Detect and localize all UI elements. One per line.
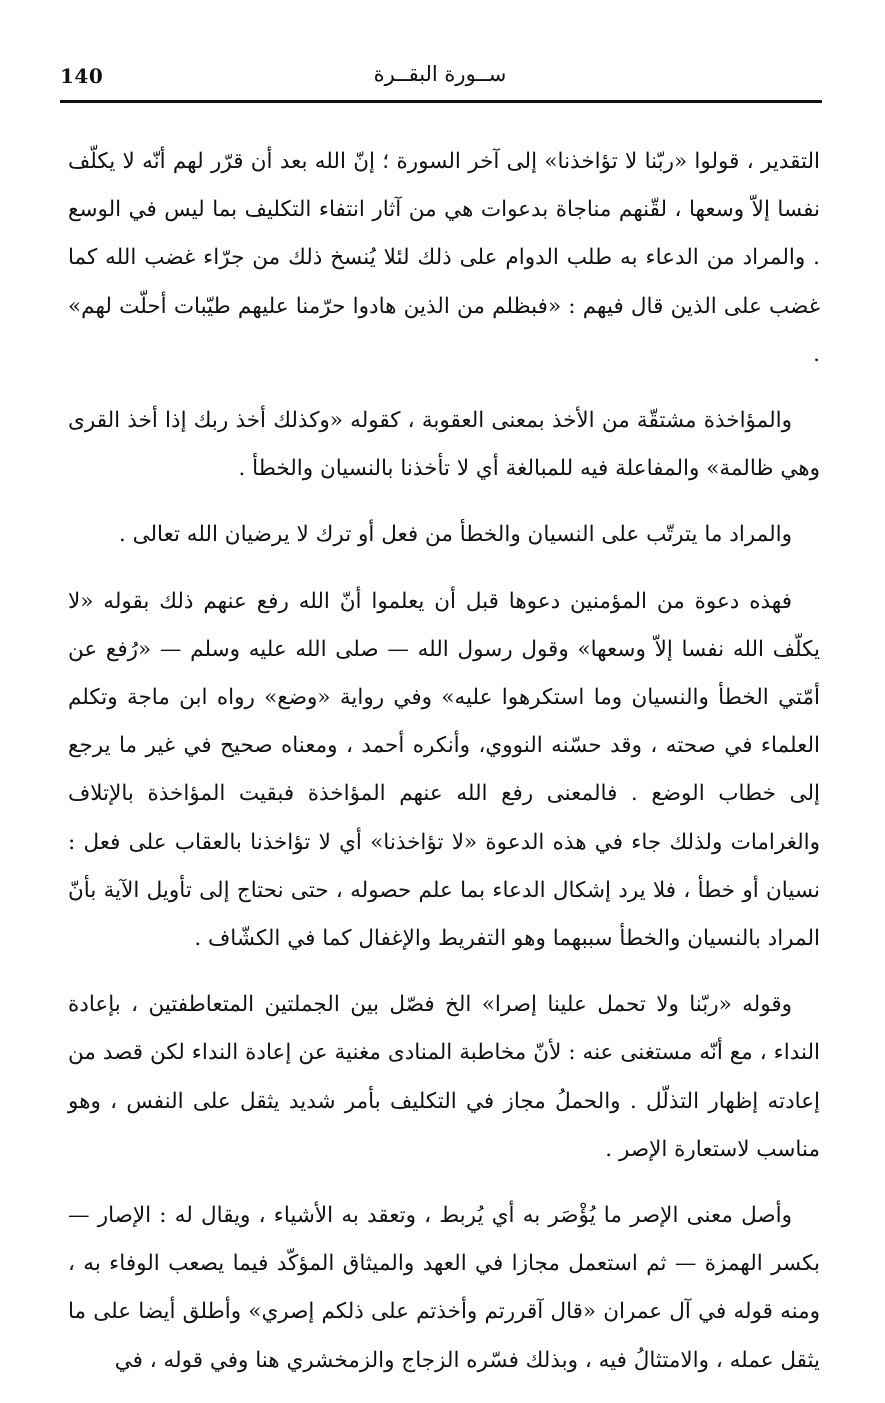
paragraph: التقدير ، قولوا «ربّنا لا تؤاخذنا» إلى آخر السورة ؛ إنّ الله بعد أن قرّر لهم أنّه لا يكلّف نفسا إلاّ وسعها ، لقّنهم مناجاة بدعوات هي من آثار انتفاء التكليف بما ليس في الوسع . والمراد من الدعاء به طلب الدوام على ذلك لئلا يُنسخ ذلك من جرّاء غضب الله كما غضب على الذين قال فيهم : «فبظلم من الذين هادوا حرّمنا عليهم طيّبات أحلّت لهم» .: [68, 149, 820, 367]
body-text: [68, 138, 820, 1403]
paragraph: والمؤاخذة مشتقّة من الأخذ بمعنى العقوبة ، كقوله «وكذلك أخذ ربك إذا أخذ القرى وهي ظالمة» والمفاعلة فيه للمبالغة أي لا تأخذنا بالنسيان والخطأ .: [68, 408, 820, 482]
running-title: ســورة البقــرة: [373, 62, 507, 86]
paragraph: وقوله «ربّنا ولا تحمل علينا إصرا» الخ فصّل بين الجملتين المتعاطفتين ، بإعادة النداء ، مع أنّه مستغنى عنه : لأنّ مخاطبة المنادى مغنية عن إعادة النداء لكن قصد من إعادته إظهار التذلّل . والحملُ مجاز في التكليف بأمر شديد يثقل على النفس ، وهو مناسب لاستعارة الإصر .: [68, 992, 820, 1162]
page-header: [60, 62, 820, 96]
paragraph: وأصل معنى الإصر ما يُؤْصَر به أي يُربط ، وتعقد به الأشياء ، ويقال له : الإصار — بكسر الهمزة — ثم استعمل مجازا في العهد والميثاق المؤكّد فيما يصعب الوفاء به ، ومنه قوله في آل عمران «قال آقررتم وأخذتم على ذلكم إصري» وأطلق أيضا على ما يثقل عمله ، والامتثالُ فيه ، وبذلك فسّره الزجاج والزمخشري هنا وفي قوله ، في: [68, 1203, 820, 1373]
page-number: 140: [60, 64, 104, 88]
paragraph: فهذه دعوة من المؤمنين دعوها قبل أن يعلموا أنّ الله رفع عنهم ذلك بقوله «لا يكلّف الله نفسا إلاّ وسعها» وقول رسول الله — صلى الله عليه وسلم — «رُفع عن أمّتي الخطأ والنسيان وما استكرهوا عليه» وفي رواية «وضع» رواه ابن ماجة وتكلم العلماء في صحته ، وقد حسّنه النووي، وأنكره أحمد ، ومعناه صحيح في غير ما يرجع إلى خطاب الوضع . فالمعنى رفع الله عنهم المؤاخذة فبقيت المؤاخذة بالإتلاف والغرامات ولذلك جاء في هذه الدعوة «لا تؤاخذنا» أي لا تؤاخذنا بالعقاب على فعل : نسيان أو خطأ ، فلا يرد إشكال الدعاء بما علم حصوله ، حتى نحتاج إلى تأويل الآية بأنّ المراد بالنسيان والخطأ سببهما وهو التفريط والإغفال كما في الكشّاف .: [68, 588, 820, 952]
paragraph: والمراد ما يترتّب على النسيان والخطأ من فعل أو ترك لا يرضيان الله تعالى .: [118, 522, 792, 548]
header-rule: [60, 100, 822, 103]
